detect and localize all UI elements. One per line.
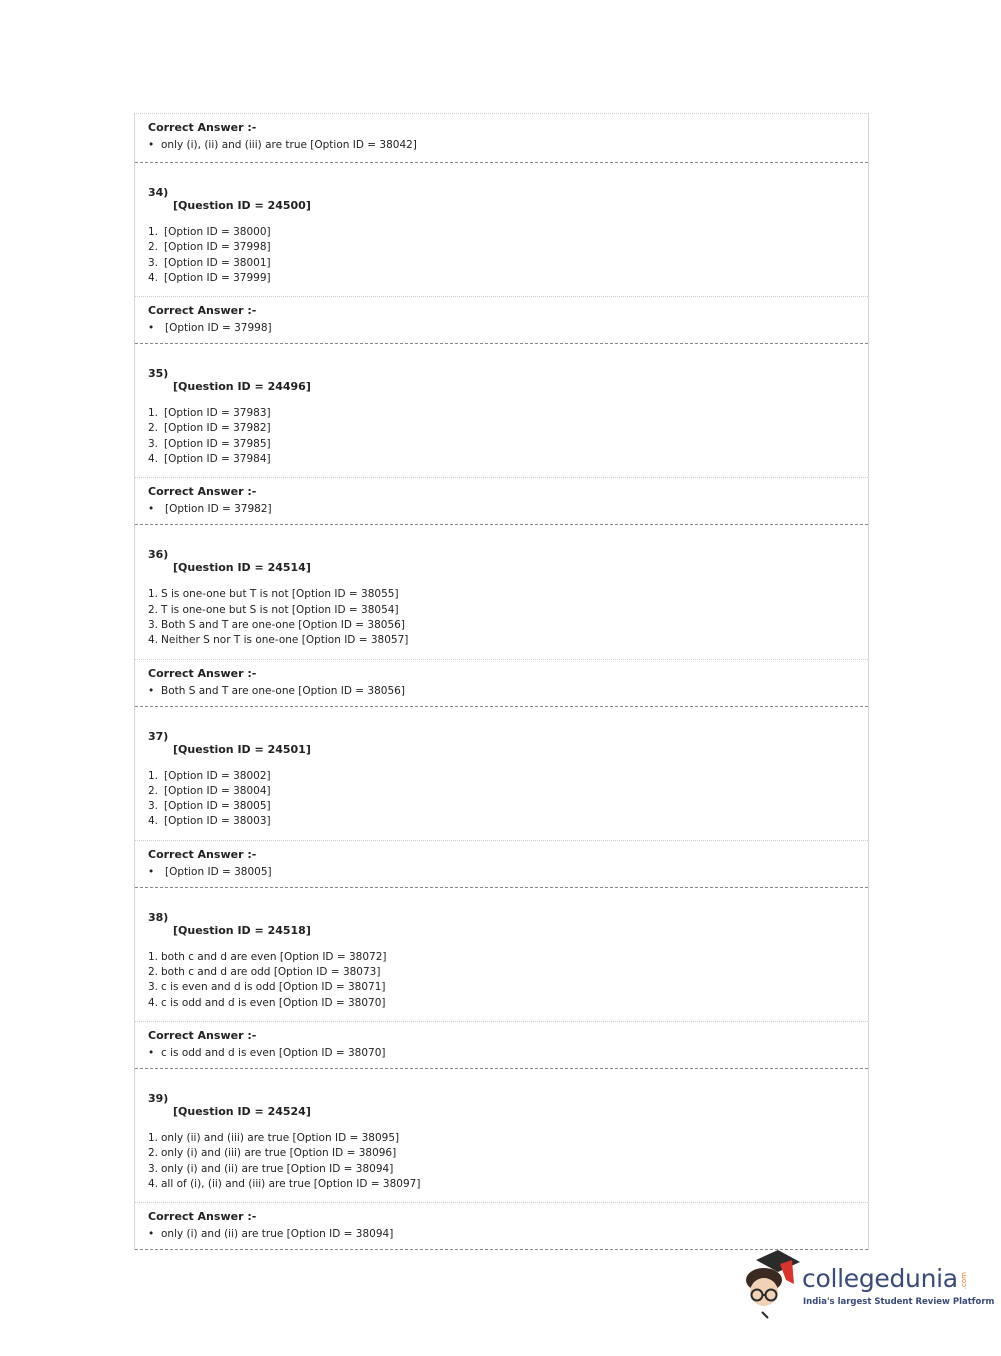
question-number: 37): [148, 729, 169, 743]
option-item: [148, 1177, 855, 1192]
answer-line: [148, 136, 855, 154]
option-item: [148, 271, 855, 286]
question-body: [135, 1069, 868, 1203]
bullet-icon: •: [148, 139, 155, 151]
answer-title: Correct Answer :-: [148, 485, 257, 499]
option-text: Neither S nor T is one-one [Option ID = 38057]: [161, 634, 409, 647]
option-item: [148, 980, 855, 995]
collegedunia-logo: [742, 1250, 995, 1320]
question-body: [135, 707, 868, 841]
option-item: [148, 784, 855, 799]
answer-title: Correct Answer :-: [148, 121, 257, 134]
option-text: [Option ID = 37984]: [164, 453, 271, 466]
option-text: [Option ID = 38000]: [164, 226, 271, 238]
option-item: [148, 256, 855, 271]
question-2: [135, 344, 868, 525]
answer-line: [148, 1044, 855, 1062]
option-number: 2.: [148, 422, 159, 435]
answer-title: Correct Answer :-: [148, 1028, 257, 1042]
question-4: [135, 707, 868, 888]
option-number: 1.: [148, 226, 159, 238]
answer-text: Both S and T are one-one [Option ID = 38056]: [161, 684, 405, 697]
question-number: 38): [148, 910, 169, 924]
bullet-icon: •: [148, 865, 155, 878]
option-number: 1.: [148, 407, 159, 420]
question-number: 39): [148, 1091, 169, 1105]
option-item: [148, 1162, 855, 1177]
option-number: 1.: [148, 588, 159, 601]
logo-wordmark: collegedunia: [802, 1264, 958, 1293]
option-text: [Option ID = 38001]: [164, 256, 271, 269]
option-item: [148, 1131, 855, 1146]
option-item: [148, 950, 855, 965]
answer-text: [Option ID = 38005]: [165, 865, 272, 878]
correct-answer-block: [135, 297, 868, 344]
option-item: [148, 1146, 855, 1161]
option-number: 3.: [148, 618, 159, 631]
correct-answer-block: [135, 1203, 868, 1250]
bullet-icon: •: [148, 503, 155, 516]
option-text: c is even and d is odd [Option ID = 38071]: [161, 981, 386, 994]
option-text: only (ii) and (iii) are true [Option ID = 38095]: [161, 1131, 400, 1144]
option-item: [148, 225, 855, 240]
question-number: 36): [148, 548, 169, 562]
options-list: [148, 225, 855, 286]
answer-title: Correct Answer :-: [148, 304, 257, 318]
answer-line: [148, 682, 855, 700]
option-number: 3.: [148, 256, 159, 269]
question-id: [Question ID = 24524]: [173, 1104, 311, 1118]
answer-line: [148, 863, 855, 881]
answer-line: [148, 319, 855, 337]
correct-answer-block: [135, 1022, 868, 1069]
logo-suffix: .com: [960, 1272, 968, 1290]
correct-answer-block: [135, 841, 868, 888]
question-body: [135, 344, 868, 478]
option-number: 4.: [148, 1177, 159, 1190]
option-text: both c and d are even [Option ID = 38072]: [161, 950, 387, 963]
answer-text: c is odd and d is even [Option ID = 38070]: [161, 1046, 386, 1059]
option-text: all of (i), (ii) and (iii) are true [Option ID = 38097]: [161, 1177, 421, 1190]
answer-title: Correct Answer :-: [148, 1210, 257, 1224]
option-number: 4.: [148, 453, 159, 466]
options-list: [148, 769, 855, 830]
option-number: 3.: [148, 800, 159, 813]
bullet-icon: •: [148, 1046, 155, 1059]
option-item: [148, 996, 855, 1011]
option-text: T is one-one but S is not [Option ID = 38054]: [161, 603, 399, 616]
top-answer-block: [135, 114, 868, 163]
option-item: [148, 603, 855, 618]
option-number: 1.: [148, 950, 159, 963]
question-list: [135, 163, 868, 1250]
option-text: [Option ID = 37999]: [164, 271, 271, 284]
option-item: [148, 587, 855, 602]
answer-text: only (i) and (ii) are true [Option ID = 38094]: [161, 1228, 394, 1241]
option-number: 2.: [148, 241, 159, 254]
option-text: [Option ID = 38002]: [164, 769, 271, 782]
option-number: 3.: [148, 437, 159, 450]
options-list: [148, 406, 855, 467]
option-number: 4.: [148, 815, 159, 828]
option-item: [148, 799, 855, 814]
option-item: [148, 965, 855, 980]
option-item: [148, 240, 855, 255]
option-item: [148, 633, 855, 648]
option-number: 2.: [148, 784, 159, 797]
option-item: [148, 406, 855, 421]
option-number: 2.: [148, 966, 159, 979]
answer-text: [Option ID = 37982]: [165, 503, 272, 516]
options-list: [148, 950, 855, 1011]
answer-line: [148, 500, 855, 518]
options-list: [148, 587, 855, 648]
option-text: [Option ID = 37983]: [164, 407, 271, 420]
question-id: [Question ID = 24496]: [173, 380, 311, 394]
answer-text: [Option ID = 37998]: [165, 322, 272, 335]
question-body: [135, 525, 868, 659]
question-id: [Question ID = 24501]: [173, 742, 311, 756]
option-number: 4.: [148, 271, 159, 284]
logo-tagline: India's largest Student Review Platform: [803, 1297, 995, 1307]
option-text: [Option ID = 37998]: [164, 241, 271, 254]
option-text: [Option ID = 37982]: [164, 422, 271, 435]
correct-answer-block: [135, 478, 868, 525]
options-list: [148, 1131, 855, 1192]
option-number: 4.: [148, 996, 159, 1009]
question-paper-sheet: [134, 113, 869, 1250]
question-number: 34): [148, 186, 169, 199]
bullet-icon: •: [148, 684, 155, 697]
question-id: [Question ID = 24500]: [173, 199, 311, 212]
option-text: [Option ID = 38005]: [164, 800, 271, 813]
question-id: [Question ID = 24518]: [173, 923, 311, 937]
option-item: [148, 452, 855, 467]
option-item: [148, 421, 855, 436]
question-id: [Question ID = 24514]: [173, 561, 311, 575]
question-5: [135, 888, 868, 1069]
option-text: only (i) and (ii) are true [Option ID = 38094]: [161, 1162, 394, 1175]
question-3: [135, 525, 868, 706]
option-text: Both S and T are one-one [Option ID = 38056]: [161, 618, 405, 631]
option-item: [148, 814, 855, 829]
option-text: [Option ID = 37985]: [164, 437, 271, 450]
option-number: 4.: [148, 634, 159, 647]
option-number: 3.: [148, 981, 159, 994]
bullet-icon: •: [148, 1228, 155, 1241]
question-body: [135, 888, 868, 1022]
question-body: [135, 163, 868, 297]
option-item: [148, 769, 855, 784]
answer-text: only (i), (ii) and (iii) are true [Option ID = 38042]: [161, 139, 417, 151]
option-text: only (i) and (iii) are true [Option ID = 38096]: [161, 1147, 397, 1160]
option-number: 2.: [148, 1147, 159, 1160]
question-number: 35): [148, 367, 169, 381]
option-text: both c and d are odd [Option ID = 38073]: [161, 966, 381, 979]
mascot-icon: [742, 1250, 804, 1320]
option-text: c is odd and d is even [Option ID = 38070]: [161, 996, 386, 1009]
option-item: [148, 618, 855, 633]
option-item: [148, 437, 855, 452]
answer-title: Correct Answer :-: [148, 666, 257, 680]
question-1: [135, 163, 868, 344]
bullet-icon: •: [148, 322, 155, 335]
correct-answer-block: [135, 660, 868, 707]
option-text: [Option ID = 38003]: [164, 815, 271, 828]
option-number: 1.: [148, 769, 159, 782]
option-number: 3.: [148, 1162, 159, 1175]
question-6: [135, 1069, 868, 1250]
answer-title: Correct Answer :-: [148, 847, 257, 861]
option-number: 2.: [148, 603, 159, 616]
option-number: 1.: [148, 1131, 159, 1144]
answer-line: [148, 1225, 855, 1243]
option-text: S is one-one but T is not [Option ID = 38055]: [161, 588, 399, 601]
option-text: [Option ID = 38004]: [164, 784, 271, 797]
